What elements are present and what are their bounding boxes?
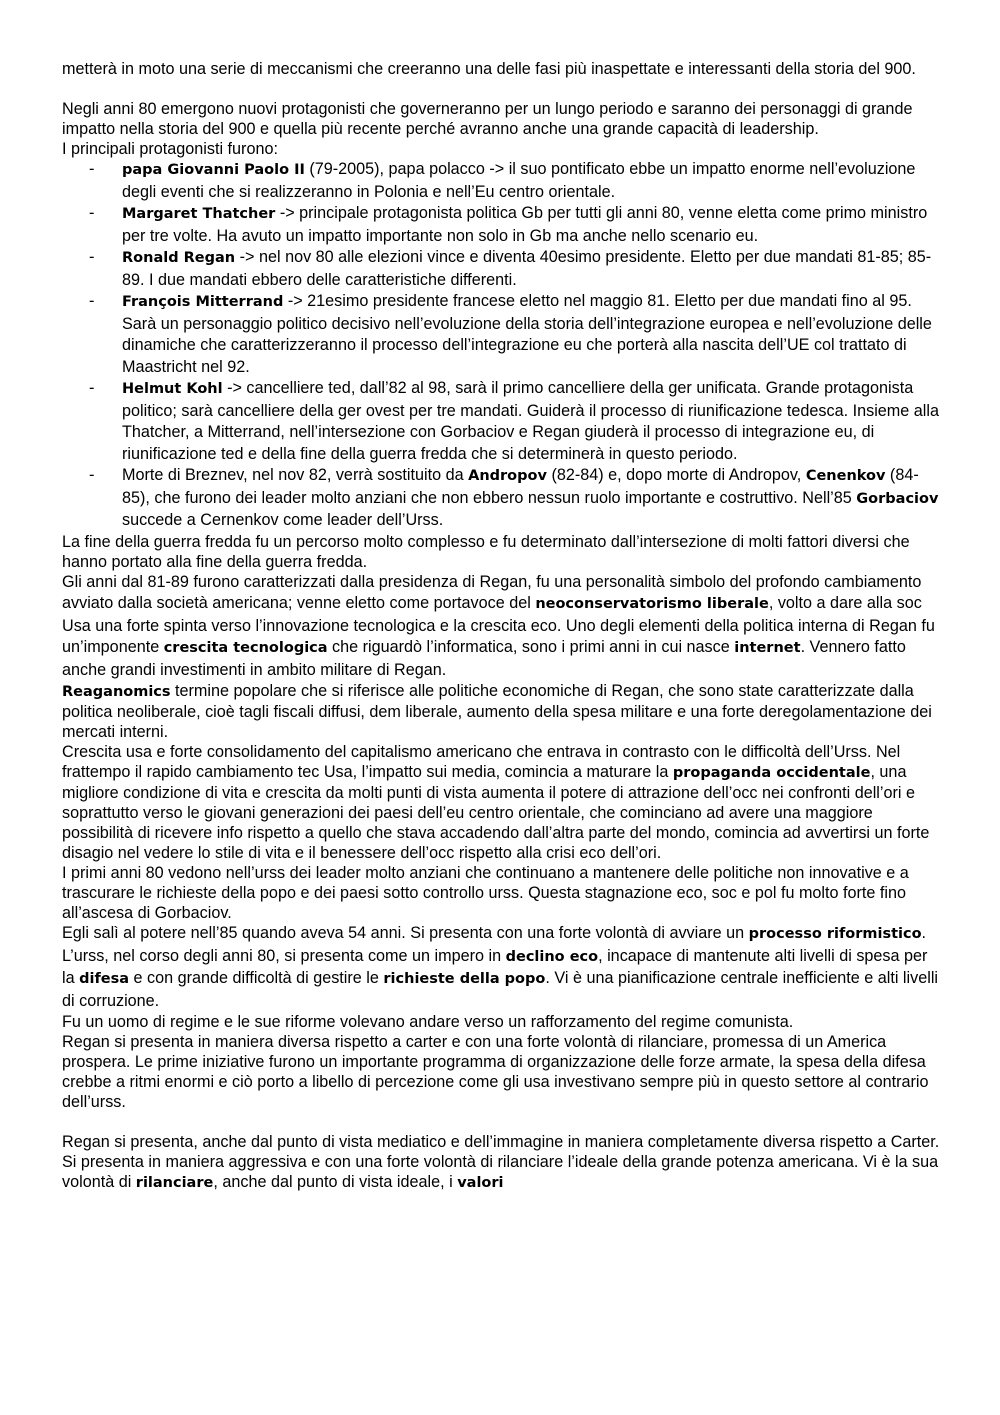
list-item-text: -> cancelliere ted, dall’82 al 98, sarà il primo cancelliere della ger unificata. Grande protagonista politico; sarà cancelliere della ger ovest per tre mandati. Guiderà il processo di riunificazione tedesca. Insieme alla Thatcher, a Mitterrand, nell’intersezione con Gorbaciov e Regan giuderà il processo di integrazione eu, di riunificazione ted e della fine della guerra fredda che si determinerà in questo periodo.: [122, 379, 939, 463]
paragraph-spacer: [62, 79, 942, 99]
list-item-text: (82-84) e, dopo morte di Andropov,: [546, 466, 806, 484]
text-run: e con grande difficoltà di gestire le: [129, 969, 384, 987]
bold-term: propaganda occidentale: [672, 765, 871, 781]
paragraph-intro-continuation: metterà in moto una serie di meccanismi che creeranno una delle fasi più inaspettate e interessanti della storia del 900.: [62, 60, 916, 78]
bold-term: Cenenkov: [805, 468, 886, 484]
bold-term: processo riformistico: [748, 926, 922, 942]
paragraph-list-intro: I principali protagonisti furono:: [62, 140, 278, 158]
text-run: , una migliore condizione di vita e crescita da molti punti di vista aumenta il potere di attrazione dell’occ nei confronti dell’ori e soprattutto verso le giovani generazioni dei paesi dell’eu centro orientale, che cominciano ad avere una maggiore possibilità di ricevere info rispetto a quello che stava accadendo dall’altra parte del mondo, comincia ad avvertirsi un forte disagio nel vedere lo stile di vita e il benessere dell’occ rispetto alla crisi eco dell’ori.: [62, 763, 930, 862]
bold-term: difesa: [79, 971, 130, 987]
bold-term: François Mitterrand: [122, 294, 284, 310]
protagonists-list: [62, 159, 942, 532]
text-run: termine popolare che si riferisce alle politiche economiche di Regan, che sono state caratterizzate dalla politica neoliberale, cioè tagli fiscali diffusi, dem liberale, aumento della spesa militare e una forte deregolamentazione dei mercati interni.: [62, 682, 932, 741]
text-run: che riguardò l’informatica, sono i primi anni in cui nasce: [327, 638, 735, 656]
paragraph-regime: Fu un uomo di regime e le sue riforme volevano andare verso un rafforzamento del regime comunista.: [62, 1013, 794, 1031]
bold-term: rilanciare: [135, 1175, 214, 1191]
bold-term: declino eco: [505, 948, 599, 965]
paragraph-regan-media: [62, 1132, 942, 1193]
paragraph-gorbaciov: [62, 923, 942, 1012]
text-run: Crescita usa e forte consolidamento del capitalismo americano che entrava in contrasto con le difficoltà dell’Urss. Nel frattempo il rapido cambiamento tec Usa, l’impatto sui media, comincia a maturare la: [62, 743, 901, 781]
paragraph-reaganomics: [62, 681, 942, 742]
text-run: . Vi è una pianificazione centrale inefficiente e alti livelli di corruzione.: [62, 969, 939, 1010]
paragraph-spacer: [62, 1112, 942, 1132]
text-run: . L’urss, nel corso degli anni 80, si presenta come un impero in: [62, 924, 927, 965]
bold-term: Gorbaciov: [856, 490, 939, 507]
bold-term: Margaret Thatcher: [122, 206, 276, 222]
list-item-mitterrand: [122, 291, 942, 378]
document-page: [62, 59, 942, 1193]
paragraph-capitalism-growth: [62, 742, 942, 863]
paragraph-ussr-stagnation: I primi anni 80 vedono nell’urss dei leader molto anziani che continuano a mantenere delle politiche non innovative e a trascurare le richieste della popo e dei paesi sotto controllo urss. Questa stagnazione eco, soc e pol fu molto forte fino all’ascesa di Gorbaciov.: [62, 864, 909, 922]
bold-term: Reaganomics: [62, 684, 171, 700]
text-run: , volto a dare alla soc Usa una forte spinta verso l’innovazione tecnologica e la crescita eco. Uno degli elementi della politica interna di Regan fu un’imponente: [62, 594, 935, 656]
list-item-text: -> 21esimo presidente francese eletto nel maggio 81. Eletto per due mandati fino al 95. Sarà un personaggio politico decisivo nell’evoluzione della storia dell’integrazione europea e nell’evoluzione delle dinamiche che caratterizzeranno il processo dell’integrazione eu che porterà alla nascita dell’UE col trattato di Maastricht nel 92.: [122, 292, 932, 376]
list-item-text: Morte di Breznev, nel nov 82, verrà sostituito da: [122, 466, 469, 484]
list-item-text: (79-2005), papa polacco -> il suo pontificato ebbe un impatto enorme nell’evoluzione degli eventi che si realizzeranno in Polonia e nell’Eu centro orientale.: [122, 160, 916, 201]
list-item-text: succede a Cernenkov come leader dell’Urss.: [122, 511, 444, 529]
list-item-breznev: [122, 465, 942, 532]
list-item-kohl: [122, 378, 942, 465]
text-run: . Vennero fatto anche grandi investimenti in ambito militare di Regan.: [62, 638, 906, 679]
list-item-regan: [122, 247, 942, 291]
bold-term: Andropov: [468, 468, 547, 484]
paragraph-regan-presidency: [62, 572, 942, 682]
paragraph-new-protagonists: Negli anni 80 emergono nuovi protagonisti che governeranno per un lungo periodo e saranno dei personaggi di grande impatto nella storia del 900 e quella più recente perché avranno anche una grande capacità di leadership.: [62, 100, 913, 138]
bold-term: Helmut Kohl: [122, 381, 223, 397]
bold-term: crescita tecnologica: [163, 640, 328, 656]
text-run: Egli salì al potere nell’85 quando aveva 54 anni. Si presenta con una forte volontà di avviare un: [62, 924, 749, 942]
text-run: , incapace di mantenute alti livelli di spesa per la: [62, 946, 928, 987]
text-run: Gli anni dal 81-89 furono caratterizzati dalla presidenza di Regan, fu una personalità simbolo del profondo cambiamento avviato dalla società americana; venne eletto come portavoce del: [62, 572, 922, 612]
bold-term: neoconservatorismo liberale: [535, 596, 769, 612]
text-run: Regan si presenta, anche dal punto di vista mediatico e dell’immagine in maniera completamente diversa rispetto a Carter. Si presenta in maniera aggressiva e con una forte volontà di rilanciare l’ideale della grande potenza americana. Vi è la sua volontà di: [62, 1133, 940, 1191]
bold-term: internet: [734, 640, 801, 656]
bold-term: papa Giovanni Paolo II: [122, 162, 305, 178]
text-run: , anche dal punto di vista ideale, i: [213, 1173, 458, 1191]
list-item-giovanni-paolo: [122, 159, 942, 203]
bold-term: valori: [457, 1175, 504, 1191]
list-item-text: -> principale protagonista politica Gb per tutti gli anni 80, venne eletta come primo ministro per tre volte. Ha avuto un impatto importante non solo in Gb ma anche nello scenario eu.: [122, 204, 928, 245]
list-item-text: (84-85), che furono dei leader molto anziani che non ebbero nessun ruolo importante e costruttivo. Nell’85: [122, 466, 919, 507]
list-item-thatcher: [122, 203, 942, 247]
paragraph-end-cold-war: La fine della guerra fredda fu un percorso molto complesso e fu determinato dall’intersezione di molti fattori diversi che hanno portato alla fine della guerra fredda.: [62, 532, 910, 571]
list-item-text: -> nel nov 80 alle elezioni vince e diventa 40esimo presidente. Eletto per due mandati 81-85; 85-89. I due mandati ebbero delle caratteristiche differenti.: [122, 248, 932, 289]
paragraph-regan-carter: Regan si presenta in maniera diversa rispetto a carter e con una forte volontà di rilanciare, promessa di un America prospera. Le prime iniziative furono un importante programma di organizzazione delle forze armate, la spesa della difesa crebbe a ritmi enormi e ciò porto a libello di percezione come gli usa investivano sempre più in questo settore al contrario dell’urss.: [62, 1033, 929, 1111]
bold-term: Ronald Regan: [122, 250, 236, 266]
bold-term: richieste della popo: [383, 971, 546, 987]
